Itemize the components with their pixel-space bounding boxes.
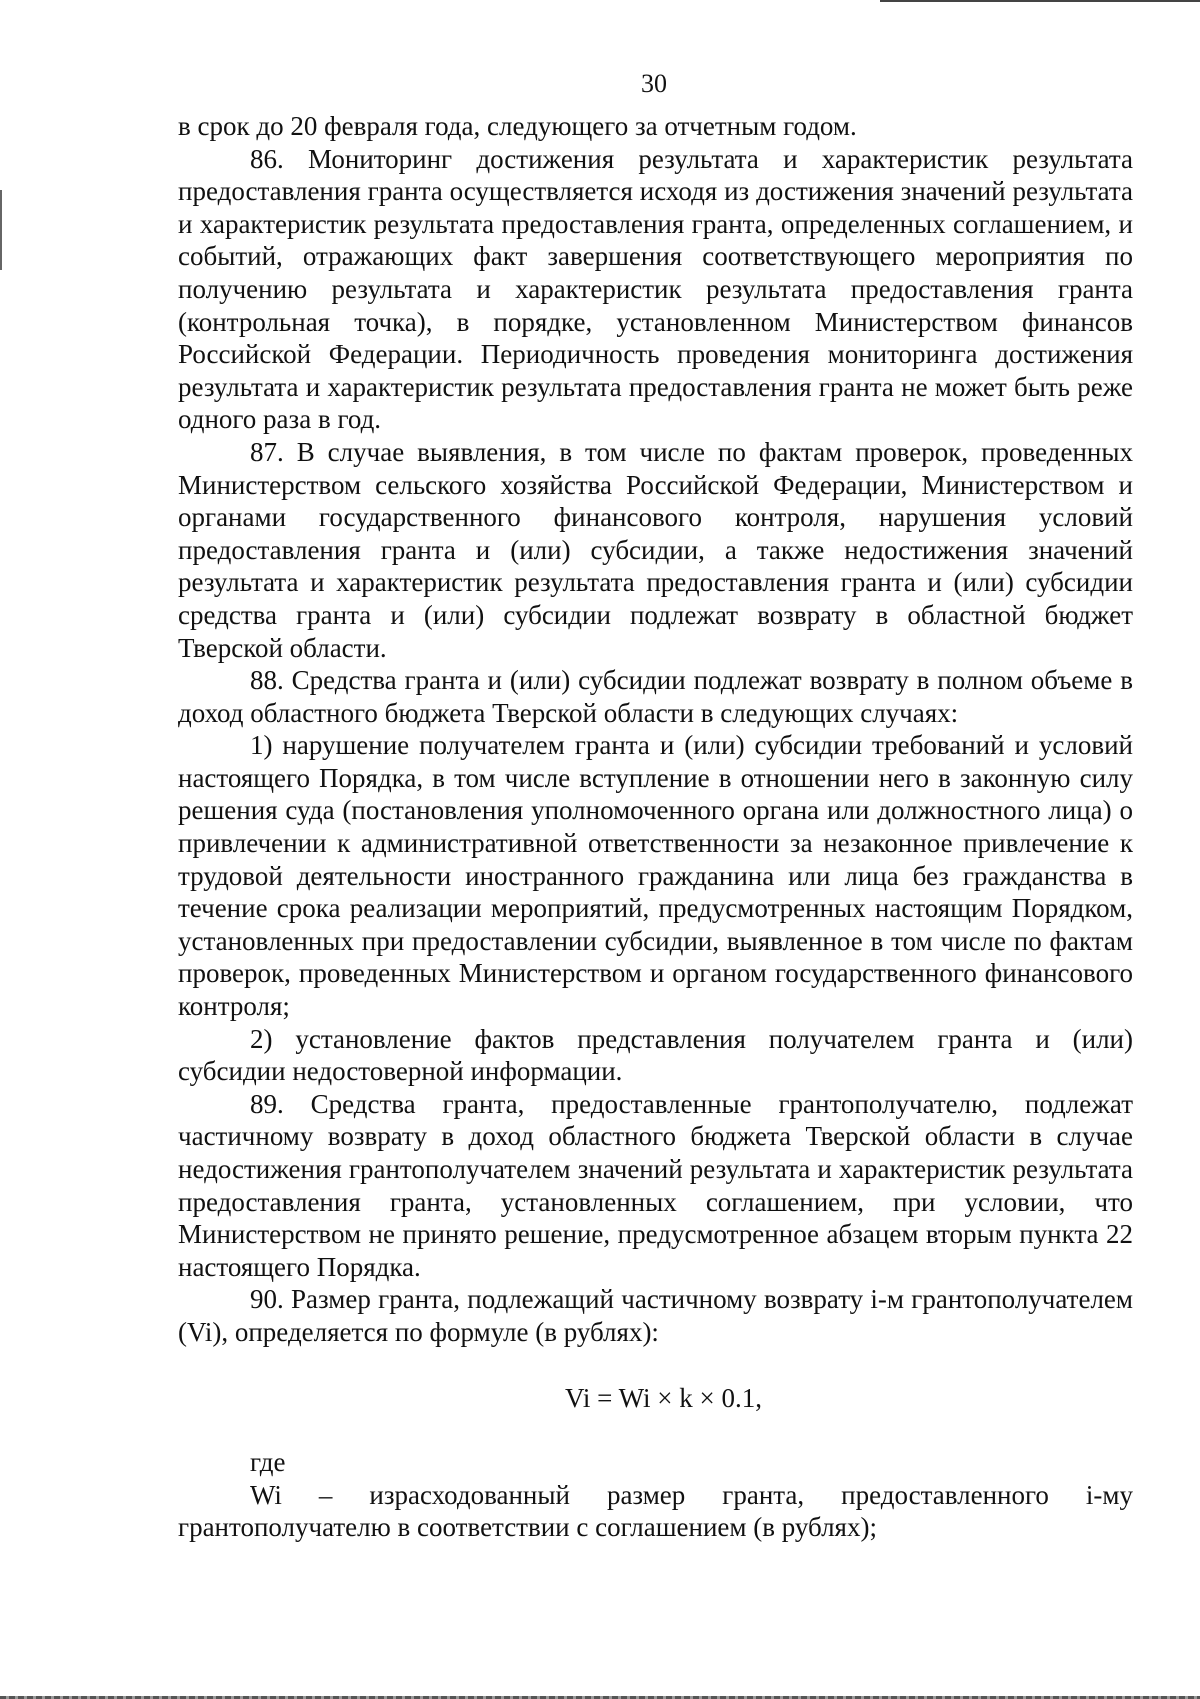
scan-edge-mark	[880, 0, 1200, 2]
paragraph-86: 86. Мониторинг достижения результата и характеристик результата предоставления гранта осуществляется исходя из достижения значений результата и характеристик результата предоставления гранта, определенных соглашением, и событий, отражающих факт завершения соответствующего мероприятия по получению результата и характеристик результата предоставления гранта (контрольная точка), в порядке, установленном Министерством финансов Российской Федерации. Периодичность проведения мониторинга достижения результата и характеристик результата предоставления гранта не может быть реже одного раза в год.	[178, 143, 1133, 435]
formula: Vi = Wi × k × 0.1,	[565, 1382, 762, 1413]
scan-edge-mark	[0, 190, 2, 270]
paragraph-90: 90. Размер гранта, подлежащий частичному возврату i-м грантополучателем (Vi), определяется по формуле (в рублях):	[178, 1284, 1133, 1347]
paragraph-continuation: в срок до 20 февраля года, следующего за отчетным годом.	[178, 111, 857, 141]
formula-where-label: где	[250, 1447, 286, 1478]
paragraph-88: 88. Средства гранта и (или) субсидии подлежат возврату в полном объеме в доход областного бюджета Тверской области в следующих случаях:	[178, 665, 1133, 728]
page-number: 30	[641, 69, 667, 98]
paragraph-88-item-2: 2) установление фактов представления получателем гранта и (или) субсидии недостоверной информации.	[178, 1023, 1133, 1087]
paragraph-89: 89. Средства гранта, предоставленные грантополучателю, подлежат частичному возврату в доход областного бюджета Тверской области в случае недостижения грантополучателем значений результата и характеристик результата предоставления гранта, установленных соглашением, при условии, что Министерством не принято решение, предусмотренное абзацем вторым пункта 22 настоящего Порядка.	[178, 1088, 1133, 1282]
formula-variable-definition: Wi – израсходованный размер гранта, предоставленного i-му грантополучателю в соответствии с соглашением (в рублях);	[178, 1479, 1133, 1543]
paragraph-88-item-1: 1) нарушение получателем гранта и (или) субсидии требований и условий настоящего Порядка, в том числе вступление в отношении него в законную силу решения суда (постановления уполномоченного органа или должностного лица) о привлечении к административной ответственности за незаконное привлечение к трудовой деятельности иностранного гражданина или лица без гражданства в течение срока реализации мероприятий, предусмотренных настоящим Порядком, установленных при предоставлении субсидии, выявленное в том числе по фактам проверок, проведенных Министерством и органом государственного финансового контроля;	[178, 730, 1133, 1022]
document-body	[178, 110, 1133, 1544]
paragraph-87: 87. В случае выявления, в том числе по фактам проверок, проведенных Министерством сельского хозяйства Российской Федерации, Министерством и органами государственного финансового контроля, нарушения условий предоставления гранта и (или) субсидии, а также недостижения значений результата и характеристик результата предоставления гранта и (или) субсидии средства гранта и (или) субсидии подлежат возврату в областной бюджет Тверской области.	[178, 436, 1133, 663]
